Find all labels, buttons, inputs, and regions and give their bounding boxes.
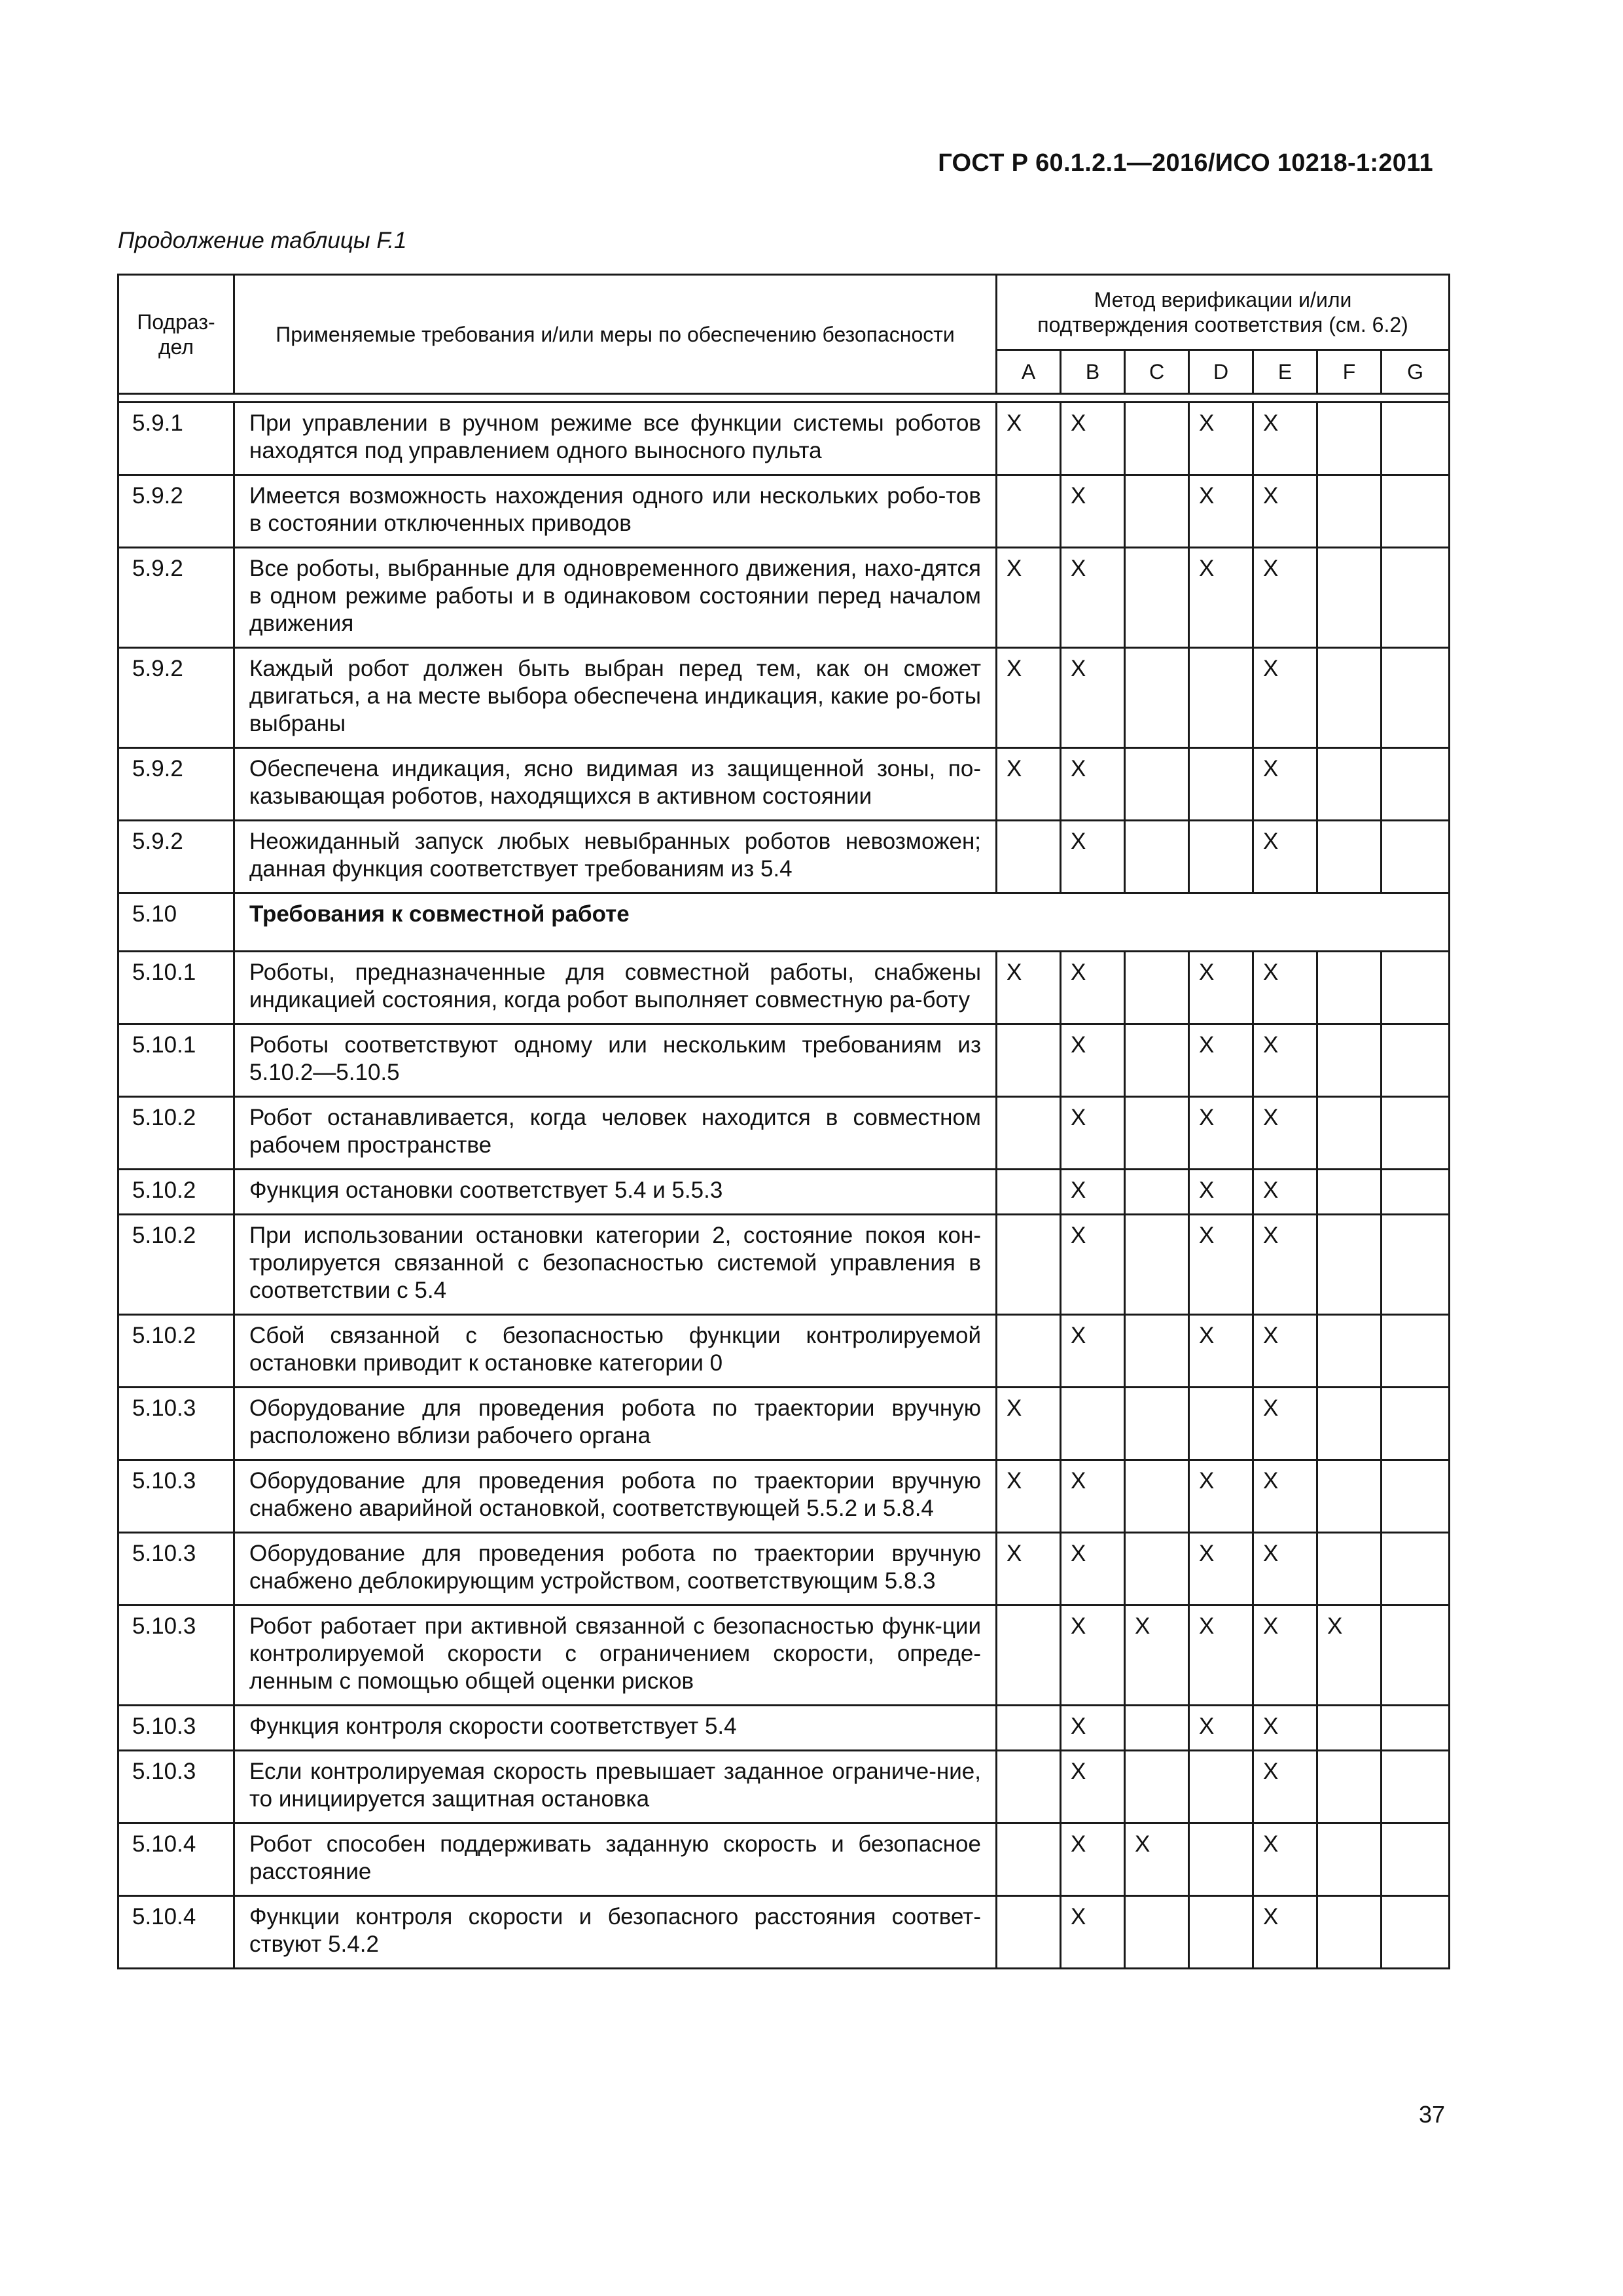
method-mark-a: [997, 475, 1061, 548]
method-mark-e: X: [1253, 952, 1317, 1024]
subsection-cell: 5.9.1: [118, 403, 234, 475]
method-mark-a: [997, 1315, 1061, 1388]
table-row: [118, 1097, 1450, 1170]
method-mark-c: [1125, 1751, 1189, 1823]
method-mark-c: [1125, 748, 1189, 821]
method-mark-e: X: [1253, 1388, 1317, 1460]
method-mark-a: X: [997, 548, 1061, 648]
table-row: [118, 1170, 1450, 1215]
method-mark-c: [1125, 648, 1189, 748]
method-mark-f: [1317, 1215, 1382, 1315]
method-mark-g: [1382, 1605, 1450, 1706]
method-mark-c: [1125, 1170, 1189, 1215]
table-row: [118, 952, 1450, 1024]
section-row: [118, 893, 1450, 952]
section-title: Требования к совместной работе: [234, 893, 1450, 952]
page-number: 37: [1418, 2101, 1445, 2128]
method-mark-a: X: [997, 648, 1061, 748]
method-mark-e: X: [1253, 1706, 1317, 1751]
subsection-cell: 5.10.2: [118, 1215, 234, 1315]
table-row: [118, 748, 1450, 821]
table-row: [118, 1315, 1450, 1388]
method-mark-b: X: [1061, 475, 1125, 548]
method-mark-g: [1382, 1706, 1450, 1751]
subsection-cell: 5.10.3: [118, 1460, 234, 1533]
method-mark-c: [1125, 548, 1189, 648]
method-mark-b: X: [1061, 821, 1125, 893]
method-mark-b: X: [1061, 1315, 1125, 1388]
requirement-cell: Обеспечена индикация, ясно видимая из защищенной зоны, по-казывающая роботов, находящихся в активном состоянии: [234, 748, 997, 821]
method-mark-e: X: [1253, 1024, 1317, 1097]
method-mark-d: X: [1189, 1170, 1253, 1215]
method-mark-b: X: [1061, 403, 1125, 475]
header-requirements: Применяемые требования и/или меры по обеспечению безопасности: [234, 275, 997, 394]
method-mark-c: [1125, 1215, 1189, 1315]
method-mark-c: [1125, 475, 1189, 548]
header-subsection: Подраз- дел: [118, 275, 234, 394]
method-mark-f: [1317, 748, 1382, 821]
requirement-cell: Оборудование для проведения робота по траектории вручную расположено вблизи рабочего органа: [234, 1388, 997, 1460]
requirement-cell: Функция остановки соответствует 5.4 и 5.5.3: [234, 1170, 997, 1215]
method-mark-e: X: [1253, 1533, 1317, 1605]
method-mark-c: [1125, 1460, 1189, 1533]
subsection-cell: 5.10.3: [118, 1388, 234, 1460]
method-mark-b: X: [1061, 1823, 1125, 1896]
method-mark-f: [1317, 1170, 1382, 1215]
method-mark-c: [1125, 1024, 1189, 1097]
method-mark-b: X: [1061, 748, 1125, 821]
method-mark-d: [1189, 1388, 1253, 1460]
subsection-cell: 5.10.3: [118, 1751, 234, 1823]
method-mark-a: [997, 1896, 1061, 1969]
method-mark-d: [1189, 1896, 1253, 1969]
subsection-cell: 5.9.2: [118, 748, 234, 821]
method-mark-b: X: [1061, 1170, 1125, 1215]
method-mark-g: [1382, 1097, 1450, 1170]
method-letter-e: E: [1253, 350, 1317, 394]
method-mark-e: X: [1253, 475, 1317, 548]
subsection-cell: 5.10.4: [118, 1896, 234, 1969]
method-mark-g: [1382, 1751, 1450, 1823]
method-mark-g: [1382, 1460, 1450, 1533]
method-mark-c: [1125, 1097, 1189, 1170]
requirement-cell: Оборудование для проведения робота по траектории вручную снабжено деблокирующим устройством, соответствующим 5.8.3: [234, 1533, 997, 1605]
method-mark-d: X: [1189, 1024, 1253, 1097]
subsection-cell: 5.10.3: [118, 1605, 234, 1706]
method-mark-g: [1382, 475, 1450, 548]
method-mark-a: [997, 1605, 1061, 1706]
method-mark-a: [997, 1024, 1061, 1097]
table-header: [118, 275, 1450, 394]
method-mark-e: X: [1253, 403, 1317, 475]
method-mark-b: X: [1061, 1097, 1125, 1170]
requirements-table: [117, 274, 1450, 1969]
method-mark-d: [1189, 748, 1253, 821]
method-mark-d: X: [1189, 403, 1253, 475]
method-mark-g: [1382, 1024, 1450, 1097]
method-mark-e: X: [1253, 1896, 1317, 1969]
method-letter-d: D: [1189, 350, 1253, 394]
method-mark-b: X: [1061, 1706, 1125, 1751]
method-mark-c: X: [1125, 1605, 1189, 1706]
subsection-cell: 5.10.3: [118, 1706, 234, 1751]
method-mark-e: X: [1253, 1460, 1317, 1533]
method-mark-f: [1317, 1533, 1382, 1605]
method-mark-g: [1382, 648, 1450, 748]
method-mark-e: X: [1253, 821, 1317, 893]
method-mark-b: X: [1061, 1215, 1125, 1315]
method-mark-d: X: [1189, 952, 1253, 1024]
method-mark-e: X: [1253, 1215, 1317, 1315]
method-mark-d: [1189, 1823, 1253, 1896]
method-mark-f: [1317, 1315, 1382, 1388]
requirement-cell: Функция контроля скорости соответствует 5.4: [234, 1706, 997, 1751]
method-mark-e: X: [1253, 1605, 1317, 1706]
method-mark-c: [1125, 1896, 1189, 1969]
method-mark-c: [1125, 403, 1189, 475]
method-mark-a: [997, 1823, 1061, 1896]
method-mark-g: [1382, 403, 1450, 475]
method-mark-g: [1382, 548, 1450, 648]
table-row: [118, 403, 1450, 475]
method-mark-d: X: [1189, 1315, 1253, 1388]
method-mark-c: X: [1125, 1823, 1189, 1896]
method-mark-f: [1317, 548, 1382, 648]
method-mark-c: [1125, 1706, 1189, 1751]
requirement-cell: Робот способен поддерживать заданную скорость и безопасное расстояние: [234, 1823, 997, 1896]
subsection-cell: 5.10: [118, 893, 234, 952]
table-body: [118, 394, 1450, 1969]
method-mark-d: [1189, 648, 1253, 748]
requirement-cell: Имеется возможность нахождения одного или нескольких робо-тов в состоянии отключенных приводов: [234, 475, 997, 548]
method-mark-b: X: [1061, 1460, 1125, 1533]
method-mark-a: X: [997, 403, 1061, 475]
method-mark-b: X: [1061, 1896, 1125, 1969]
method-letter-b: B: [1061, 350, 1125, 394]
table-row: [118, 1823, 1450, 1896]
subsection-cell: 5.10.1: [118, 952, 234, 1024]
requirement-cell: При управлении в ручном режиме все функции системы роботов находятся под управлением одного выносного пульта: [234, 403, 997, 475]
requirement-cell: Робот останавливается, когда человек находится в совместном рабочем пространстве: [234, 1097, 997, 1170]
method-mark-f: [1317, 1097, 1382, 1170]
header-verification-method: Метод верификации и/или подтверждения соответствия (см. 6.2): [997, 275, 1450, 350]
method-mark-e: X: [1253, 548, 1317, 648]
requirement-cell: Роботы соответствуют одному или нескольким требованиям из 5.10.2—5.10.5: [234, 1024, 997, 1097]
table-row: [118, 1605, 1450, 1706]
method-mark-e: X: [1253, 748, 1317, 821]
method-mark-g: [1382, 952, 1450, 1024]
method-mark-g: [1382, 1215, 1450, 1315]
header-gap: [118, 394, 1450, 403]
requirement-cell: Оборудование для проведения робота по траектории вручную снабжено аварийной остановкой, соответствующей 5.5.2 и 5.8.4: [234, 1460, 997, 1533]
method-mark-d: X: [1189, 475, 1253, 548]
method-mark-g: [1382, 748, 1450, 821]
table-row: [118, 1388, 1450, 1460]
table-row: [118, 1533, 1450, 1605]
requirement-cell: Каждый робот должен быть выбран перед тем, как он сможет двигаться, а на месте выбора обеспечена индикация, какие ро-боты выбраны: [234, 648, 997, 748]
method-mark-a: X: [997, 1460, 1061, 1533]
requirement-cell: Если контролируемая скорость превышает заданное ограниче-ние, то инициируется защитная остановка: [234, 1751, 997, 1823]
method-mark-b: X: [1061, 1605, 1125, 1706]
requirement-cell: Неожиданный запуск любых невыбранных роботов невозможен; данная функция соответствует требованиям из 5.4: [234, 821, 997, 893]
table-row: [118, 1215, 1450, 1315]
method-letter-c: C: [1125, 350, 1189, 394]
method-mark-f: [1317, 475, 1382, 548]
method-mark-d: [1189, 1751, 1253, 1823]
method-mark-e: X: [1253, 1097, 1317, 1170]
method-mark-f: [1317, 403, 1382, 475]
subsection-cell: 5.9.2: [118, 548, 234, 648]
method-mark-a: [997, 1706, 1061, 1751]
method-mark-f: [1317, 1706, 1382, 1751]
requirement-cell: Функции контроля скорости и безопасного расстояния соответ-ствуют 5.4.2: [234, 1896, 997, 1969]
method-mark-a: X: [997, 1533, 1061, 1605]
method-mark-d: X: [1189, 548, 1253, 648]
method-mark-e: X: [1253, 1751, 1317, 1823]
method-letter-a: A: [997, 350, 1061, 394]
method-mark-c: [1125, 952, 1189, 1024]
method-mark-f: [1317, 1751, 1382, 1823]
method-mark-c: [1125, 1388, 1189, 1460]
method-mark-g: [1382, 1533, 1450, 1605]
table-row: [118, 1024, 1450, 1097]
method-mark-b: X: [1061, 548, 1125, 648]
subsection-cell: 5.9.2: [118, 475, 234, 548]
method-mark-d: X: [1189, 1215, 1253, 1315]
method-mark-c: [1125, 1533, 1189, 1605]
method-mark-b: X: [1061, 952, 1125, 1024]
method-mark-e: X: [1253, 1170, 1317, 1215]
method-mark-c: [1125, 821, 1189, 893]
method-mark-d: X: [1189, 1605, 1253, 1706]
method-mark-f: [1317, 1024, 1382, 1097]
method-mark-d: X: [1189, 1533, 1253, 1605]
method-mark-f: [1317, 1823, 1382, 1896]
method-mark-f: [1317, 821, 1382, 893]
method-mark-a: [997, 1751, 1061, 1823]
method-letter-f: F: [1317, 350, 1382, 394]
requirement-cell: Робот работает при активной связанной с безопасностью функ-ции контролируемой скорости с ограничением скорости, опреде-ленным с помощью общей оценки рисков: [234, 1605, 997, 1706]
method-mark-b: X: [1061, 1533, 1125, 1605]
method-mark-d: [1189, 821, 1253, 893]
method-mark-a: [997, 1170, 1061, 1215]
table-row: [118, 1896, 1450, 1969]
method-mark-a: X: [997, 748, 1061, 821]
subsection-cell: 5.10.2: [118, 1097, 234, 1170]
method-mark-g: [1382, 1170, 1450, 1215]
method-mark-f: [1317, 952, 1382, 1024]
method-mark-g: [1382, 1823, 1450, 1896]
subsection-cell: 5.10.4: [118, 1823, 234, 1896]
method-mark-f: [1317, 648, 1382, 748]
method-mark-d: X: [1189, 1097, 1253, 1170]
table-row: [118, 475, 1450, 548]
method-mark-f: X: [1317, 1605, 1382, 1706]
method-mark-a: [997, 821, 1061, 893]
method-mark-b: X: [1061, 1751, 1125, 1823]
table-row: [118, 1706, 1450, 1751]
method-mark-f: [1317, 1388, 1382, 1460]
method-mark-d: X: [1189, 1706, 1253, 1751]
table-row: [118, 1460, 1450, 1533]
subsection-cell: 5.10.1: [118, 1024, 234, 1097]
method-mark-e: X: [1253, 1823, 1317, 1896]
subsection-cell: 5.10.2: [118, 1170, 234, 1215]
method-mark-g: [1382, 821, 1450, 893]
method-mark-e: X: [1253, 648, 1317, 748]
method-mark-e: X: [1253, 1315, 1317, 1388]
requirement-cell: Сбой связанной с безопасностью функции контролируемой остановки приводит к остановке категории 0: [234, 1315, 997, 1388]
method-mark-b: X: [1061, 1024, 1125, 1097]
table-row: [118, 1751, 1450, 1823]
table-row: [118, 548, 1450, 648]
method-mark-g: [1382, 1388, 1450, 1460]
table-caption: Продолжение таблицы F.1: [118, 228, 407, 253]
method-mark-b: X: [1061, 648, 1125, 748]
subsection-cell: 5.10.3: [118, 1533, 234, 1605]
method-mark-f: [1317, 1896, 1382, 1969]
method-mark-d: X: [1189, 1460, 1253, 1533]
method-mark-g: [1382, 1896, 1450, 1969]
method-mark-f: [1317, 1460, 1382, 1533]
method-mark-a: [997, 1215, 1061, 1315]
method-letter-g: G: [1382, 350, 1450, 394]
subsection-cell: 5.10.2: [118, 1315, 234, 1388]
requirement-cell: Все роботы, выбранные для одновременного движения, нахо-дятся в одном режиме работы и в одинаковом состоянии перед началом движения: [234, 548, 997, 648]
table-row: [118, 821, 1450, 893]
subsection-cell: 5.9.2: [118, 648, 234, 748]
method-mark-a: [997, 1097, 1061, 1170]
method-mark-g: [1382, 1315, 1450, 1388]
method-mark-c: [1125, 1315, 1189, 1388]
requirement-cell: Роботы, предназначенные для совместной работы, снабжены индикацией состояния, когда робот выполняет совместную ра-боту: [234, 952, 997, 1024]
table-row: [118, 648, 1450, 748]
requirement-cell: При использовании остановки категории 2, состояние покоя кон-тролируется связанной с безопасностью системой управления в соответствии с 5.4: [234, 1215, 997, 1315]
subsection-cell: 5.9.2: [118, 821, 234, 893]
method-mark-b: [1061, 1388, 1125, 1460]
document-code: ГОСТ Р 60.1.2.1—2016/ИСО 10218-1:2011: [938, 149, 1433, 177]
method-mark-a: X: [997, 1388, 1061, 1460]
method-mark-a: X: [997, 952, 1061, 1024]
